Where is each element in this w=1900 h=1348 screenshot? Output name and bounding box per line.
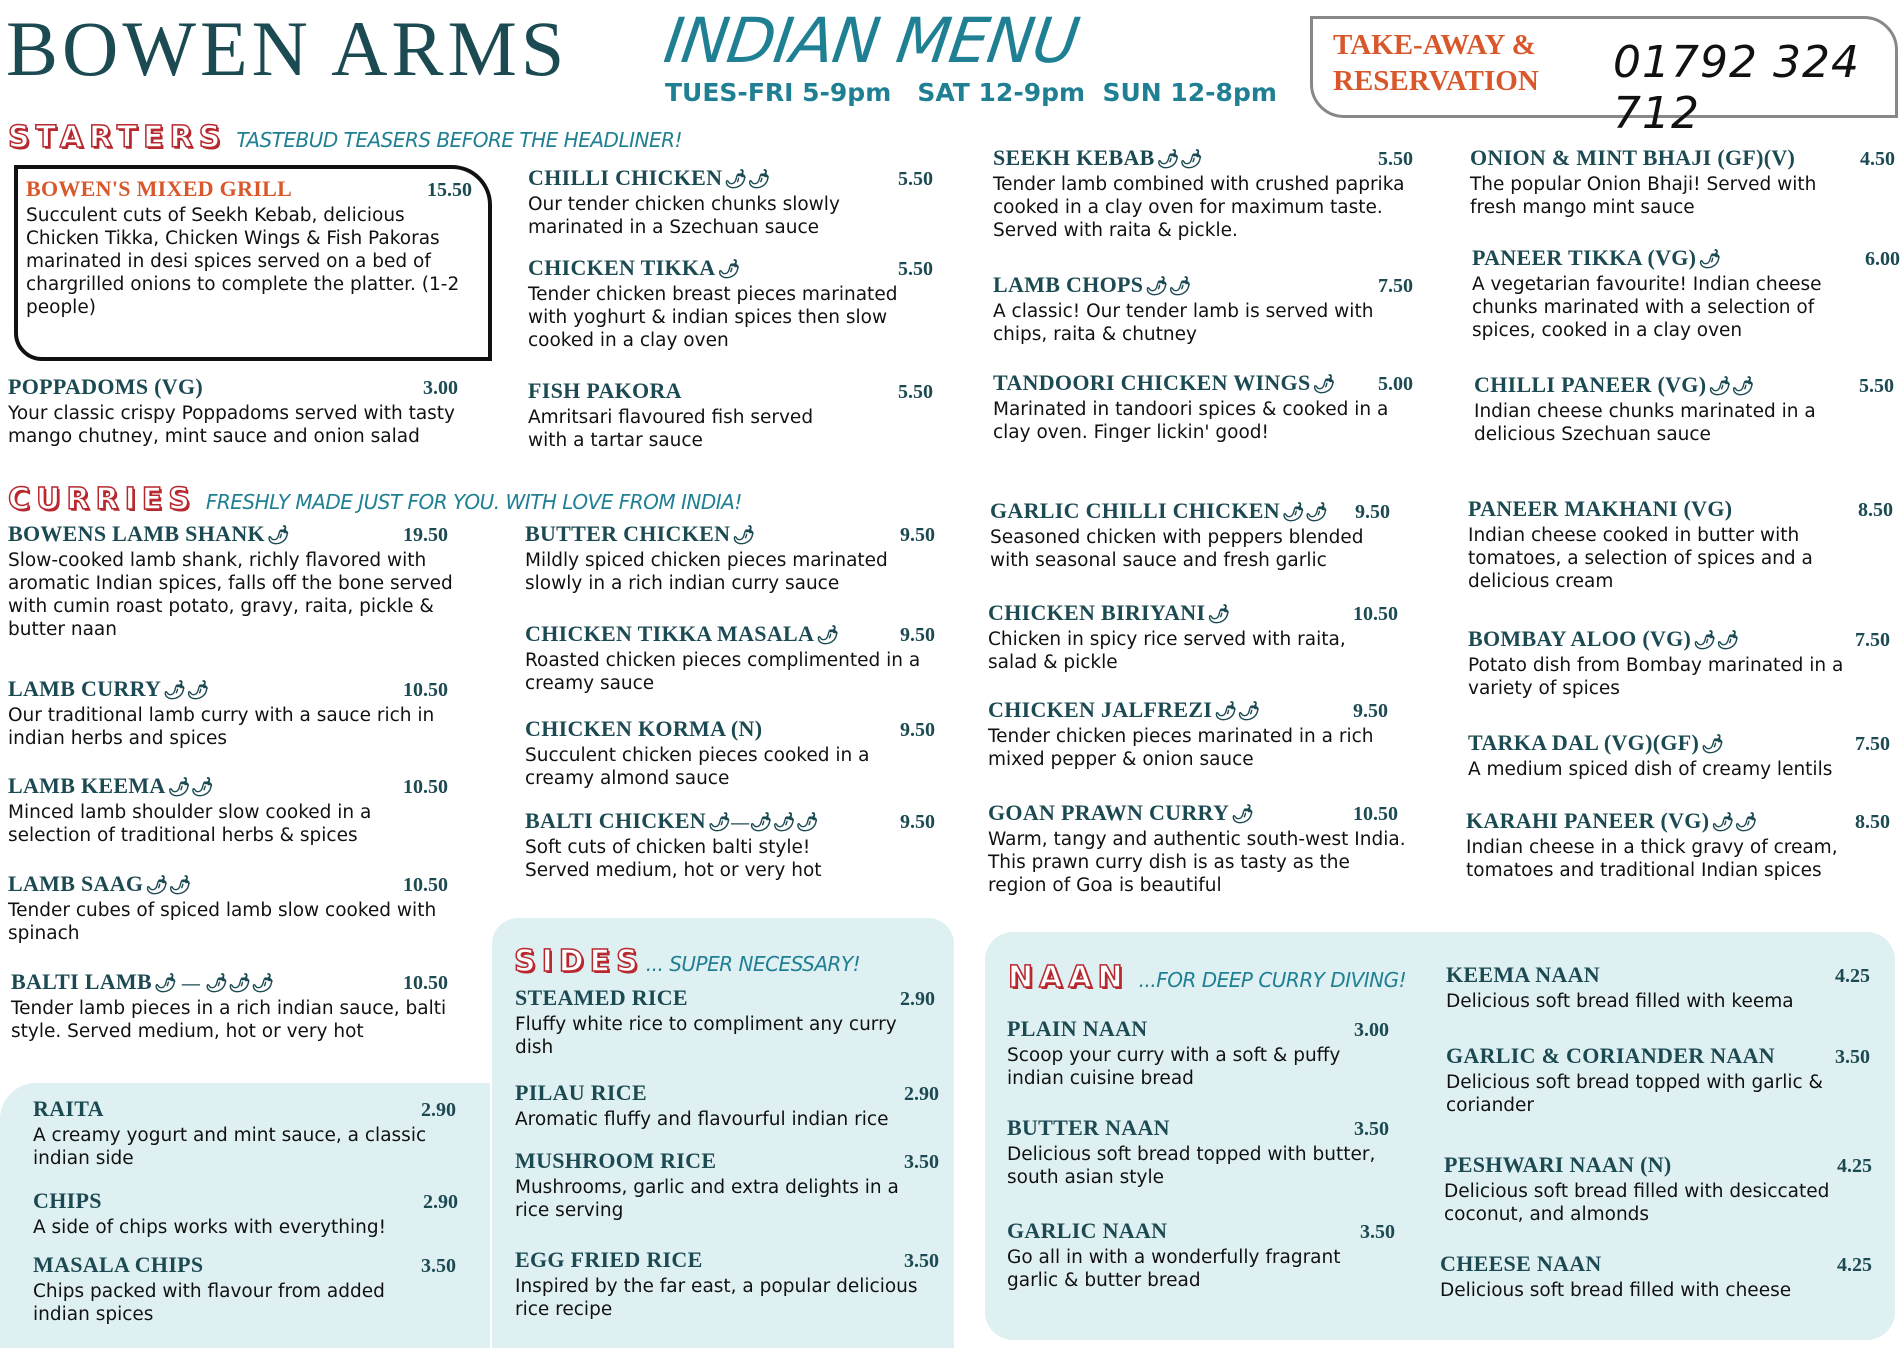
- item-price: 5.50: [898, 258, 933, 280]
- item-price: 3.50: [1835, 1046, 1870, 1068]
- item-name: TARKA DAL (VG)(GF): [1468, 730, 1700, 755]
- item-name: POPPADOMS (VG): [8, 374, 204, 399]
- section-heading-sides: [514, 944, 860, 979]
- menu-item: [8, 521, 453, 641]
- item-name: STEAMED RICE: [515, 985, 688, 1010]
- item-description: Tender lamb combined with crushed paprika cooked in a clay oven for maximum taste. Served with raita & pickle.: [993, 174, 1405, 241]
- chili-pepper-icon: 🌶🌶: [163, 680, 210, 700]
- menu-item: [993, 370, 1413, 444]
- item-price: 2.90: [423, 1191, 458, 1213]
- item-description: Delicious soft bread topped with butter, south asian style: [1007, 1144, 1376, 1188]
- menu-item: [8, 676, 448, 750]
- contact-box: [1310, 16, 1898, 139]
- menu-item: [1007, 1115, 1389, 1189]
- opening-hours: TUES-FRI 5-9pm SAT 12-9pm SUN 12-8pm: [665, 78, 1277, 107]
- item-description: The popular Onion Bhaji! Served with fresh mango mint sauce: [1470, 174, 1817, 218]
- section-title: NAAN: [1008, 960, 1129, 995]
- item-description: Our tender chicken chunks slowly marinated in a Szechuan sauce: [528, 194, 840, 238]
- item-name: BALTI LAMB: [11, 969, 152, 994]
- item-description: A side of chips works with everything!: [33, 1217, 387, 1238]
- item-price: 7.50: [1855, 629, 1890, 651]
- item-name: EGG FRIED RICE: [515, 1247, 703, 1272]
- item-name: BUTTER NAAN: [1007, 1115, 1170, 1140]
- item-price: 4.50: [1860, 148, 1895, 170]
- item-price: 9.50: [1353, 700, 1388, 722]
- chili-pepper-icon: 🌶🌶: [1708, 376, 1755, 396]
- item-name: LAMB SAAG: [8, 871, 144, 896]
- item-price: 5.00: [1378, 373, 1413, 395]
- item-name: KARAHI PANEER (VG): [1466, 808, 1710, 833]
- section-title: SIDES: [514, 944, 644, 979]
- item-price: 10.50: [403, 874, 448, 896]
- item-price: 10.50: [403, 972, 448, 994]
- menu-item: [11, 969, 448, 1043]
- menu-item: [525, 808, 935, 882]
- item-description: Tender chicken breast pieces marinated with yoghurt & indian spices then slow cooked in a clay oven: [528, 284, 898, 351]
- item-name: PESHWARI NAAN (N): [1444, 1152, 1672, 1177]
- menu-item: [1007, 1016, 1389, 1090]
- item-price: 3.50: [1354, 1118, 1389, 1140]
- item-name: TANDOORI CHICKEN WINGS: [993, 370, 1311, 395]
- menu-item: [1466, 808, 1890, 882]
- chili-pepper-icon: 🌶—🌶🌶🌶: [707, 812, 819, 832]
- item-description: Mushrooms, garlic and extra delights in a rice serving: [515, 1177, 899, 1221]
- item-price: 5.50: [1859, 375, 1894, 397]
- item-description: Tender chicken pieces marinated in a rich mixed pepper & onion sauce: [988, 726, 1374, 770]
- item-price: 9.50: [1355, 501, 1390, 523]
- menu-item: [525, 621, 935, 695]
- item-price: 8.50: [1858, 499, 1893, 521]
- item-description: Potato dish from Bombay marinated in a variety of spices: [1468, 655, 1844, 699]
- item-description: Succulent cuts of Seekh Kebab, delicious Chicken Tikka, Chicken Wings & Fish Pakoras marinated in desi spices served on a bed of chargrilled onions to complete the platter. (1-2 people): [26, 205, 460, 318]
- chili-pepper-icon: 🌶: [816, 625, 840, 645]
- item-name: CHICKEN TIKKA: [528, 255, 716, 280]
- menu-item: [528, 165, 933, 239]
- menu-item: [515, 1148, 939, 1222]
- chili-pepper-icon: 🌶: [1231, 804, 1255, 824]
- item-name: BOWENS LAMB SHANK: [8, 521, 265, 546]
- menu-item: [1472, 245, 1900, 342]
- item-name: PLAIN NAAN: [1007, 1016, 1148, 1041]
- item-description: Marinated in tandoori spices & cooked in a clay oven. Finger lickin' good!: [993, 399, 1389, 443]
- item-price: 3.50: [421, 1255, 456, 1277]
- menu-item: [1474, 372, 1894, 446]
- chili-pepper-icon: 🌶🌶: [1693, 630, 1740, 650]
- chili-pepper-icon: 🌶🌶: [1281, 502, 1329, 522]
- item-price: 3.00: [1354, 1019, 1389, 1041]
- item-description: Go all in with a wonderfully fragrant garlic & butter bread: [1007, 1247, 1341, 1291]
- section-heading-curries: [8, 482, 742, 517]
- item-name: GARLIC & CORIANDER NAAN: [1446, 1043, 1775, 1068]
- menu-item: [993, 272, 1413, 346]
- menu-item: [525, 521, 935, 595]
- chili-pepper-icon: 🌶🌶: [1145, 276, 1192, 296]
- contact-label-line2: RESERVATION: [1333, 65, 1539, 97]
- chili-pepper-icon: 🌶: [1698, 249, 1722, 269]
- item-price: 6.00: [1865, 248, 1900, 270]
- item-name: GARLIC CHILLI CHICKEN: [990, 498, 1280, 523]
- contact-label-line1: TAKE-AWAY &: [1333, 29, 1536, 61]
- menu-item: [1446, 962, 1870, 1013]
- item-description: Fluffy white rice to compliment any curry dish: [515, 1014, 897, 1058]
- menu-item: [8, 374, 492, 448]
- item-description: Amritsari flavoured fish served with a tartar sauce: [528, 407, 814, 451]
- chili-pepper-icon: 🌶: [732, 525, 756, 545]
- item-name: GOAN PRAWN CURRY: [988, 800, 1230, 825]
- item-description: Aromatic fluffy and flavourful indian rice: [515, 1109, 889, 1130]
- item-description: Delicious soft bread filled with keema: [1446, 991, 1794, 1012]
- item-name: PANEER TIKKA (VG): [1472, 245, 1697, 270]
- item-name: CHICKEN JALFREZI: [988, 697, 1213, 722]
- section-tagline: ... SUPER NECESSARY!: [645, 952, 861, 976]
- item-name: BALTI CHICKEN: [525, 808, 706, 833]
- item-price: 9.50: [900, 719, 935, 741]
- item-description: Indian cheese in a thick gravy of cream, tomatoes and traditional Indian spices: [1466, 837, 1838, 881]
- item-name: CHILLI CHICKEN: [528, 165, 723, 190]
- menu-item: [8, 871, 448, 945]
- item-description: Roasted chicken pieces complimented in a creamy sauce: [525, 650, 921, 694]
- item-price: 4.25: [1837, 1254, 1872, 1276]
- item-price: 3.50: [904, 1250, 939, 1272]
- menu-item: [515, 1247, 939, 1321]
- item-name: LAMB CHOPS: [993, 272, 1144, 297]
- chili-pepper-icon: 🌶: [1207, 604, 1231, 624]
- menu-item: [993, 145, 1413, 242]
- item-price: 7.50: [1855, 733, 1890, 755]
- item-description: Indian cheese chunks marinated in a delicious Szechuan sauce: [1474, 401, 1816, 445]
- item-price: 5.50: [898, 168, 933, 190]
- menu-item: [515, 1080, 939, 1131]
- item-description: Our traditional lamb curry with a sauce rich in indian herbs and spices: [8, 705, 435, 749]
- item-description: Your classic crispy Poppadoms served with tasty mango chutney, mint sauce and onion salad: [8, 403, 455, 447]
- chili-pepper-icon: 🌶🌶: [167, 777, 214, 797]
- item-price: 9.50: [900, 524, 935, 546]
- item-name: BOWEN'S MIXED GRILL: [26, 176, 293, 201]
- section-heading-starters: [8, 120, 682, 155]
- menu-item: [1468, 496, 1893, 593]
- item-name: BOMBAY ALOO (VG): [1468, 626, 1692, 651]
- chili-pepper-icon: 🌶🌶: [1711, 812, 1758, 832]
- item-name: CHEESE NAAN: [1440, 1251, 1602, 1276]
- item-description: Tender cubes of spiced lamb slow cooked with spinach: [8, 900, 437, 944]
- menu-item: [1470, 145, 1895, 219]
- item-price: 4.25: [1835, 965, 1870, 987]
- restaurant-name: BOWEN ARMS: [6, 5, 569, 92]
- item-name: CHILLI PANEER (VG): [1474, 372, 1707, 397]
- item-price: 5.50: [898, 381, 933, 403]
- section-tagline: ...FOR DEEP CURRY DIVING!: [1138, 968, 1407, 992]
- item-price: 10.50: [1353, 603, 1398, 625]
- item-description: Warm, tangy and authentic south-west India. This prawn curry dish is as tasty as the region of Goa is beautiful: [988, 829, 1406, 896]
- menu-item: [26, 176, 472, 319]
- item-name: CHIPS: [33, 1188, 102, 1213]
- item-description: Mildly spiced chicken pieces marinated slowly in a rich indian curry sauce: [525, 550, 888, 594]
- item-price: 4.25: [1837, 1155, 1872, 1177]
- menu-item: [1446, 1043, 1870, 1117]
- item-name: KEEMA NAAN: [1446, 962, 1600, 987]
- section-title: CURRIES: [8, 482, 196, 517]
- item-description: Chips packed with flavour from added indian spices: [33, 1281, 385, 1325]
- item-name: BUTTER CHICKEN: [525, 521, 731, 546]
- chili-pepper-icon: 🌶🌶: [724, 169, 771, 189]
- item-price: 5.50: [1378, 148, 1413, 170]
- item-description: Seasoned chicken with peppers blended with seasonal sauce and fresh garlic: [990, 527, 1364, 571]
- item-price: 3.00: [423, 377, 458, 399]
- menu-item: [528, 255, 933, 352]
- takeaway-reservation-label: [1333, 27, 1539, 99]
- item-description: Succulent chicken pieces cooked in a creamy almond sauce: [525, 745, 870, 789]
- section-title: STARTERS: [8, 120, 227, 155]
- menu-item: [990, 498, 1390, 572]
- item-name: FISH PAKORA: [528, 378, 682, 403]
- item-description: Delicious soft bread filled with cheese: [1440, 1280, 1792, 1301]
- item-price: 9.50: [900, 811, 935, 833]
- chili-pepper-icon: 🌶: [1312, 374, 1336, 394]
- item-description: Tender lamb pieces in a rich indian sauce, balti style. Served medium, hot or very hot: [11, 998, 447, 1042]
- item-name: PANEER MAKHANI (VG): [1468, 496, 1733, 521]
- item-price: 3.50: [1360, 1221, 1395, 1243]
- item-description: Scoop your curry with a soft & puffy indian cuisine bread: [1007, 1045, 1341, 1089]
- item-description: A classic! Our tender lamb is served with chips, raita & chutney: [993, 301, 1374, 345]
- item-name: LAMB CURRY: [8, 676, 162, 701]
- menu-item: [988, 600, 1398, 674]
- menu-item: [8, 773, 448, 847]
- chili-pepper-icon: 🌶 — 🌶🌶🌶: [153, 973, 275, 993]
- section-heading-naan: [1008, 960, 1406, 995]
- menu-item: [1007, 1218, 1395, 1292]
- menu-item: [988, 697, 1388, 771]
- item-description: A creamy yogurt and mint sauce, a classic indian side: [33, 1125, 427, 1169]
- item-price: 10.50: [403, 679, 448, 701]
- menu-item: [1468, 730, 1890, 781]
- item-description: A vegetarian favourite! Indian cheese chunks marinated with a selection of spices, cooked in a clay oven: [1472, 274, 1822, 341]
- menu-item: [528, 378, 933, 452]
- section-tagline: TASTEBUD TEASERS BEFORE THE HEADLINER!: [236, 128, 682, 152]
- item-price: 10.50: [403, 776, 448, 798]
- item-name: CHICKEN BIRIYANI: [988, 600, 1206, 625]
- menu-item: [33, 1188, 458, 1239]
- item-name: PILAU RICE: [515, 1080, 647, 1105]
- menu-item: [33, 1252, 456, 1326]
- item-price: 9.50: [900, 624, 935, 646]
- item-name: ONION & MINT BHAJI (GF)(V): [1470, 145, 1796, 170]
- item-description: Minced lamb shoulder slow cooked in a selection of traditional herbs & spices: [8, 802, 372, 846]
- item-price: 15.50: [427, 179, 472, 201]
- item-price: 10.50: [1353, 803, 1398, 825]
- menu-item: [33, 1096, 456, 1170]
- item-description: Slow-cooked lamb shank, richly flavored with aromatic Indian spices, falls off the bone served with cumin roast potato, gravy, raita, pickle & butter naan: [8, 550, 453, 640]
- chili-pepper-icon: 🌶: [717, 259, 741, 279]
- item-name: GARLIC NAAN: [1007, 1218, 1168, 1243]
- item-price: 19.50: [403, 524, 448, 546]
- item-price: 8.50: [1855, 811, 1890, 833]
- chili-pepper-icon: 🌶: [1701, 734, 1725, 754]
- menu-item: [1444, 1152, 1872, 1226]
- item-name: MUSHROOM RICE: [515, 1148, 717, 1173]
- item-price: 3.50: [904, 1151, 939, 1173]
- menu-item: [1440, 1251, 1872, 1302]
- item-name: CHICKEN TIKKA MASALA: [525, 621, 815, 646]
- item-name: CHICKEN KORMA (N): [525, 716, 763, 741]
- chili-pepper-icon: 🌶🌶: [1214, 701, 1261, 721]
- menu-title: INDIAN MENU: [659, 4, 1083, 77]
- menu-item: [1468, 626, 1890, 700]
- chili-pepper-icon: 🌶: [266, 525, 291, 545]
- item-description: Soft cuts of chicken balti style! Served medium, hot or very hot: [525, 837, 822, 881]
- item-description: Chicken in spicy rice served with raita, salad & pickle: [988, 629, 1346, 673]
- menu-item: [515, 985, 935, 1059]
- item-description: A medium spiced dish of creamy lentils: [1468, 759, 1833, 780]
- section-tagline: FRESHLY MADE JUST FOR YOU. WITH LOVE FROM INDIA!: [205, 490, 742, 514]
- item-description: Delicious soft bread filled with desiccated coconut, and almonds: [1444, 1181, 1830, 1225]
- item-description: Inspired by the far east, a popular delicious rice recipe: [515, 1276, 918, 1320]
- menu-item: [988, 800, 1406, 897]
- item-price: 2.90: [904, 1083, 939, 1105]
- item-name: LAMB KEEMA: [8, 773, 166, 798]
- item-price: 2.90: [421, 1099, 456, 1121]
- chili-pepper-icon: 🌶🌶: [145, 875, 192, 895]
- item-name: SEEKH KEBAB: [993, 145, 1155, 170]
- menu-item: [525, 716, 935, 790]
- item-description: Indian cheese cooked in butter with tomatoes, a selection of spices and a delicious cream: [1468, 525, 1813, 592]
- phone-number[interactable]: 01792 324 712: [1613, 37, 1860, 139]
- item-price: 7.50: [1378, 275, 1413, 297]
- chili-pepper-icon: 🌶🌶: [1156, 149, 1203, 169]
- item-price: 2.90: [900, 988, 935, 1010]
- item-name: MASALA CHIPS: [33, 1252, 204, 1277]
- item-name: RAITA: [33, 1096, 104, 1121]
- item-description: Delicious soft bread topped with garlic & coriander: [1446, 1072, 1823, 1116]
